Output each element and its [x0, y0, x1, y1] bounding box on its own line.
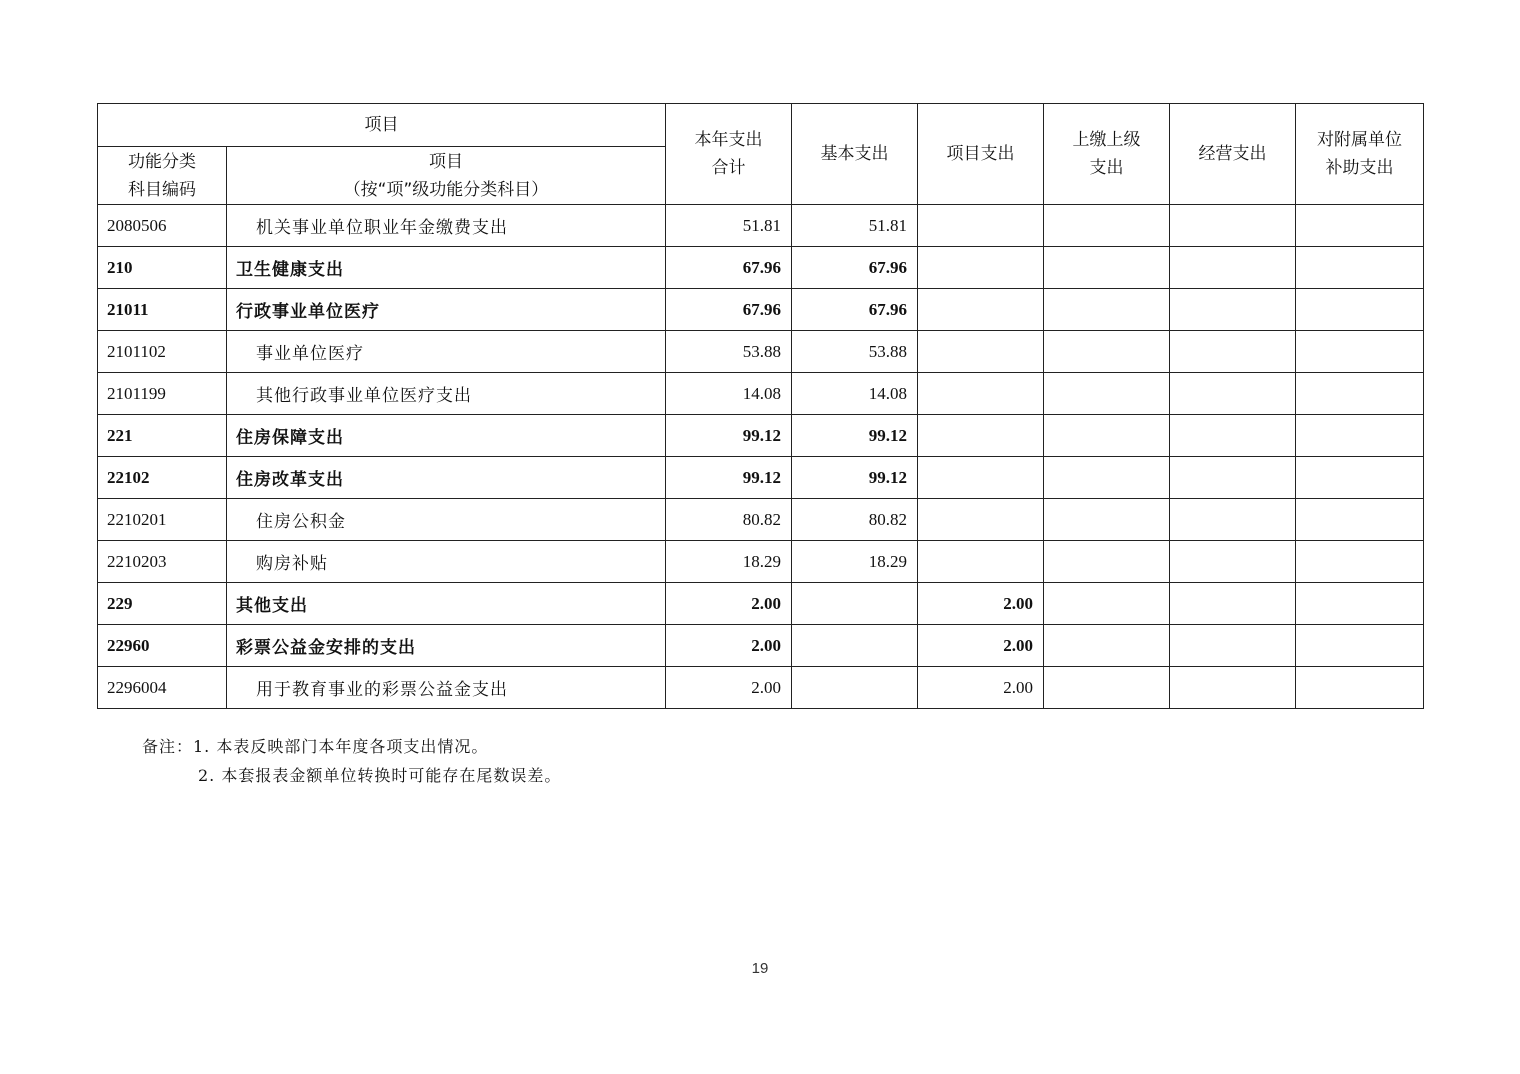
cell-upper [1044, 457, 1170, 499]
table-row [98, 205, 1424, 247]
cell-operation [1170, 499, 1296, 541]
cell-operation [1170, 457, 1296, 499]
cell-operation [1170, 373, 1296, 415]
header-project: 项目支出 [918, 104, 1044, 205]
cell-code: 229 [98, 583, 227, 625]
table-row [98, 289, 1424, 331]
cell-subsidy [1296, 205, 1424, 247]
cell-basic: 14.08 [792, 373, 918, 415]
cell-name: 住房保障支出 [227, 415, 666, 457]
cell-code: 2101199 [98, 373, 227, 415]
cell-subsidy [1296, 415, 1424, 457]
cell-upper [1044, 499, 1170, 541]
cell-basic: 18.29 [792, 541, 918, 583]
note-line-2: 2. 本套报表金额单位转换时可能存在尾数误差。 [198, 766, 562, 785]
table-row [98, 667, 1424, 709]
cell-operation [1170, 289, 1296, 331]
table-row [98, 415, 1424, 457]
header-basic: 基本支出 [792, 104, 918, 205]
cell-upper [1044, 541, 1170, 583]
cell-basic: 51.81 [792, 205, 918, 247]
cell-basic: 80.82 [792, 499, 918, 541]
cell-code: 210 [98, 247, 227, 289]
cell-project [918, 457, 1044, 499]
cell-total: 18.29 [666, 541, 792, 583]
cell-project: 2.00 [918, 667, 1044, 709]
cell-project: 2.00 [918, 625, 1044, 667]
header-item-group: 项目 [98, 104, 666, 147]
cell-basic: 99.12 [792, 415, 918, 457]
cell-project [918, 247, 1044, 289]
page-number: 19 [751, 960, 769, 977]
table-row [98, 373, 1424, 415]
cell-code: 2210203 [98, 541, 227, 583]
cell-upper [1044, 247, 1170, 289]
table-row [98, 331, 1424, 373]
cell-name: 住房公积金 [227, 499, 666, 541]
cell-upper [1044, 373, 1170, 415]
cell-subsidy [1296, 373, 1424, 415]
cell-subsidy [1296, 331, 1424, 373]
cell-code: 2210201 [98, 499, 227, 541]
table-row [98, 583, 1424, 625]
cell-name: 事业单位医疗 [227, 331, 666, 373]
cell-subsidy [1296, 583, 1424, 625]
cell-subsidy [1296, 541, 1424, 583]
cell-total: 53.88 [666, 331, 792, 373]
cell-project [918, 205, 1044, 247]
header-subsidy: 对附属单位 补助支出 [1296, 104, 1424, 205]
cell-code: 2296004 [98, 667, 227, 709]
table-body [98, 205, 1424, 709]
cell-code: 2080506 [98, 205, 227, 247]
cell-operation [1170, 583, 1296, 625]
header-upper: 上缴上级 支出 [1044, 104, 1170, 205]
table-row [98, 247, 1424, 289]
cell-total: 14.08 [666, 373, 792, 415]
cell-subsidy [1296, 457, 1424, 499]
header-code: 功能分类 科目编码 [98, 147, 227, 205]
cell-operation [1170, 331, 1296, 373]
header-name: 项目 （按“项”级功能分类科目） [227, 147, 666, 205]
cell-project [918, 373, 1044, 415]
cell-total: 99.12 [666, 457, 792, 499]
cell-project [918, 499, 1044, 541]
cell-operation [1170, 415, 1296, 457]
cell-total: 67.96 [666, 247, 792, 289]
header-total: 本年支出 合计 [666, 104, 792, 205]
header-operation: 经营支出 [1170, 104, 1296, 205]
cell-subsidy [1296, 247, 1424, 289]
cell-code: 21011 [98, 289, 227, 331]
cell-upper [1044, 289, 1170, 331]
cell-upper [1044, 667, 1170, 709]
cell-upper [1044, 205, 1170, 247]
cell-basic: 99.12 [792, 457, 918, 499]
table-row [98, 499, 1424, 541]
cell-name: 其他行政事业单位医疗支出 [227, 373, 666, 415]
cell-operation [1170, 667, 1296, 709]
cell-code: 22102 [98, 457, 227, 499]
cell-basic: 67.96 [792, 289, 918, 331]
cell-total: 2.00 [666, 667, 792, 709]
cell-upper [1044, 583, 1170, 625]
cell-operation [1170, 541, 1296, 583]
cell-operation [1170, 247, 1296, 289]
cell-total: 99.12 [666, 415, 792, 457]
cell-name: 用于教育事业的彩票公益金支出 [227, 667, 666, 709]
cell-total: 51.81 [666, 205, 792, 247]
cell-code: 22960 [98, 625, 227, 667]
cell-name: 卫生健康支出 [227, 247, 666, 289]
cell-project [918, 331, 1044, 373]
cell-project [918, 289, 1044, 331]
cell-total: 67.96 [666, 289, 792, 331]
cell-operation [1170, 625, 1296, 667]
cell-project: 2.00 [918, 583, 1044, 625]
cell-project [918, 541, 1044, 583]
table-row [98, 625, 1424, 667]
notes [142, 732, 561, 790]
cell-basic [792, 625, 918, 667]
cell-upper [1044, 625, 1170, 667]
cell-basic [792, 667, 918, 709]
cell-name: 行政事业单位医疗 [227, 289, 666, 331]
cell-code: 2101102 [98, 331, 227, 373]
cell-upper [1044, 331, 1170, 373]
cell-subsidy [1296, 289, 1424, 331]
cell-subsidy [1296, 499, 1424, 541]
cell-name: 其他支出 [227, 583, 666, 625]
cell-operation [1170, 205, 1296, 247]
cell-subsidy [1296, 625, 1424, 667]
cell-total: 80.82 [666, 499, 792, 541]
cell-name: 机关事业单位职业年金缴费支出 [227, 205, 666, 247]
cell-name: 住房改革支出 [227, 457, 666, 499]
cell-subsidy [1296, 667, 1424, 709]
table-row [98, 541, 1424, 583]
note-line-1: 备注：1. 本表反映部门本年度各项支出情况。 [142, 737, 489, 756]
cell-upper [1044, 415, 1170, 457]
cell-name: 购房补贴 [227, 541, 666, 583]
cell-total: 2.00 [666, 583, 792, 625]
cell-name: 彩票公益金安排的支出 [227, 625, 666, 667]
cell-code: 221 [98, 415, 227, 457]
cell-basic: 67.96 [792, 247, 918, 289]
cell-project [918, 415, 1044, 457]
cell-total: 2.00 [666, 625, 792, 667]
expenditure-table [97, 103, 1424, 709]
table-row [98, 457, 1424, 499]
cell-basic: 53.88 [792, 331, 918, 373]
cell-basic [792, 583, 918, 625]
